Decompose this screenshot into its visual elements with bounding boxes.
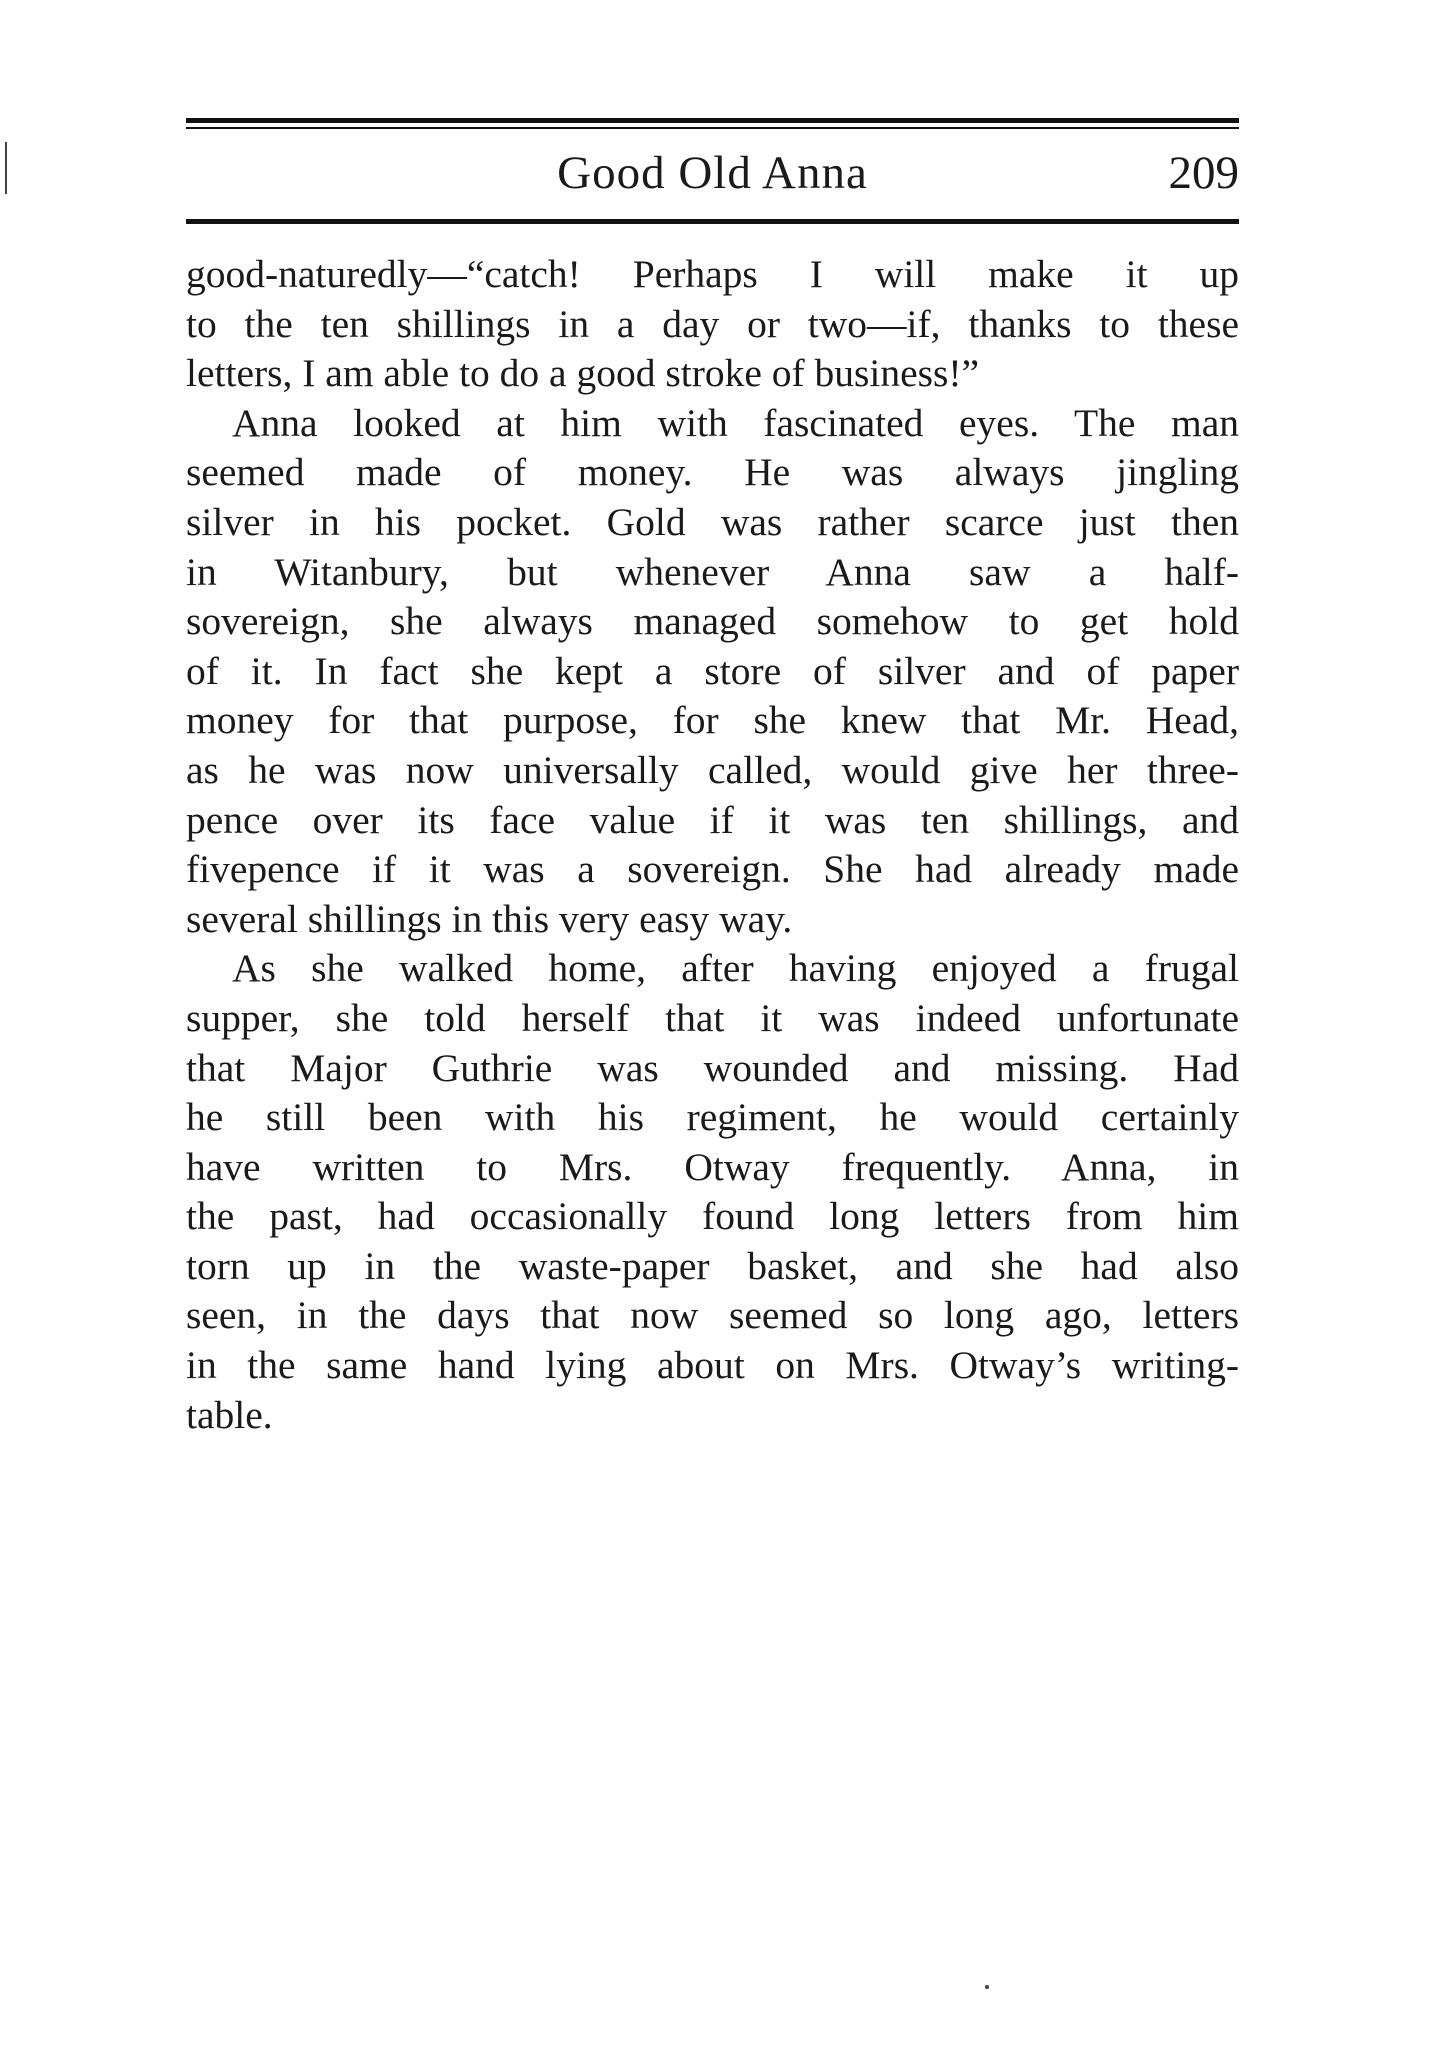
paragraph-1: [186, 250, 1239, 399]
text-line: Anna looked at him with fascinated eyes. The man: [232, 400, 1239, 445]
text-line: in the same hand lying about on Mrs. Otway’s writing-: [186, 1343, 1239, 1388]
text-line: letters, I am able to do a good stroke of business!”: [186, 351, 980, 396]
text-line: to the ten shillings in a day or two—if, thanks to these: [186, 301, 1239, 346]
header-rule-top: [186, 118, 1239, 123]
paragraph-2: [186, 399, 1239, 945]
text-line: several shillings in this very easy way.: [186, 896, 793, 941]
header-rule-top-thin: [186, 127, 1239, 129]
text-line: the past, had occasionally found long letters from him: [186, 1194, 1239, 1239]
running-head-title: Good Old Anna: [557, 147, 868, 199]
text-line: as he was now universally called, would give her three-: [186, 747, 1239, 792]
text-line: he still been with his regiment, he would certainly: [186, 1095, 1239, 1140]
text-line: that Major Guthrie was wounded and missing. Had: [186, 1045, 1239, 1090]
text-line: seen, in the days that now seemed so long ago, letters: [186, 1293, 1239, 1338]
scan-speck: [985, 1985, 989, 1989]
text-line: table.: [186, 1392, 273, 1437]
text-line: in Witanbury, but whenever Anna saw a half-: [186, 549, 1239, 594]
scan-edge-mark: [5, 142, 7, 194]
text-line: have written to Mrs. Otway frequently. Anna, in: [186, 1144, 1239, 1189]
running-head: [186, 140, 1239, 212]
text-line: seemed made of money. He was always jingling: [186, 450, 1239, 495]
text-line: torn up in the waste-paper basket, and she had also: [186, 1243, 1239, 1288]
text-line: As she walked home, after having enjoyed a frugal: [232, 946, 1239, 991]
body-text: [186, 250, 1239, 1440]
text-line: supper, she told herself that it was indeed unfortunate: [186, 995, 1239, 1040]
header-rule-bottom: [186, 219, 1239, 224]
text-line: sovereign, she always managed somehow to get hold: [186, 599, 1239, 644]
text-line: money for that purpose, for she knew that Mr. Head,: [186, 698, 1239, 743]
text-line: fivepence if it was a sovereign. She had already made: [186, 847, 1239, 892]
text-line: good-naturedly—“catch! Perhaps I will make it up: [186, 252, 1239, 296]
paragraph-3: [186, 944, 1239, 1440]
text-line: silver in his pocket. Gold was rather scarce just then: [186, 499, 1239, 544]
text-line: pence over its face value if it was ten shillings, and: [186, 797, 1239, 842]
text-line: of it. In fact she kept a store of silver and of paper: [186, 648, 1239, 693]
page-number: 209: [1168, 147, 1239, 199]
